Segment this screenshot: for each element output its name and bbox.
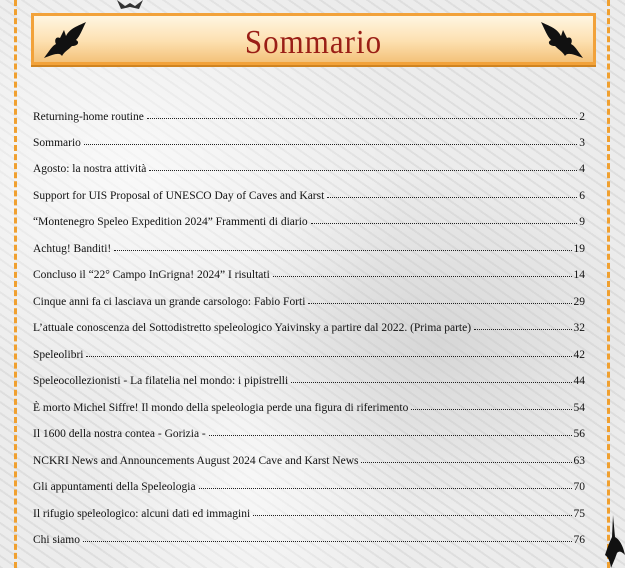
toc-entry-page: 70 [573, 481, 585, 493]
bat-icon [603, 515, 625, 568]
toc-entry-page: 63 [573, 455, 585, 467]
dot-leader [253, 515, 571, 516]
dot-leader [474, 329, 571, 330]
toc-entry-title: Speleolibri [33, 349, 84, 361]
left-dashed-border [14, 0, 17, 568]
toc-entry-page: 32 [573, 322, 585, 334]
toc-entry-page: 19 [573, 243, 585, 255]
dot-leader [86, 356, 571, 357]
toc-entry-page: 3 [579, 137, 585, 149]
toc-entry-page: 56 [573, 428, 585, 440]
toc-entry-title: Concluso il “22° Campo InGrigna! 2024” I risultati [33, 269, 270, 281]
dot-leader [84, 144, 577, 145]
toc-entry-page: 42 [573, 349, 585, 361]
toc-entry[interactable] [33, 131, 585, 149]
toc-entry-title: Il rifugio speleologico: alcuni dati ed immagini [33, 508, 251, 520]
toc-entry-page: 76 [573, 534, 585, 546]
toc-entry[interactable] [33, 316, 585, 334]
toc-entry-page: 9 [579, 216, 585, 228]
toc-entry-title: Achtug! Banditi! [33, 243, 112, 255]
toc-entry[interactable] [33, 263, 585, 281]
toc-entry-page: 4 [579, 163, 585, 175]
dot-leader [291, 382, 571, 383]
dot-leader [411, 409, 571, 410]
toc-entry-page: 14 [573, 269, 585, 281]
toc-entry-title: Chi siamo [33, 534, 80, 546]
toc-entry[interactable] [33, 157, 585, 175]
toc-entry[interactable] [33, 396, 585, 414]
dot-leader [327, 197, 577, 198]
toc-entry[interactable] [33, 369, 585, 387]
dot-leader [308, 303, 571, 304]
toc-entry-title: Returning-home routine [33, 111, 144, 123]
dot-leader [209, 435, 572, 436]
toc-entry-title: L’attuale conoscenza del Sottodistretto speleologico Yaivinsky a partire dal 2022. (Prima parte) [33, 322, 472, 334]
toc-entry-page: 75 [573, 508, 585, 520]
toc-entry[interactable] [33, 184, 585, 202]
dot-leader [199, 488, 572, 489]
toc-entry-title: Cinque anni fa ci lasciava un grande carsologo: Fabio Forti [33, 296, 306, 308]
toc-entry[interactable] [33, 449, 585, 467]
toc-entry[interactable] [33, 502, 585, 520]
toc-entry-title: NCKRI News and Announcements August 2024 Cave and Karst News [33, 455, 359, 467]
toc-entry-title: Il 1600 della nostra contea - Gorizia - [33, 428, 206, 440]
toc-entry[interactable] [33, 210, 585, 228]
dot-leader [83, 541, 572, 542]
toc-entry[interactable] [33, 343, 585, 361]
right-dashed-border [607, 0, 610, 568]
dot-leader [149, 170, 577, 171]
dot-leader [147, 118, 577, 119]
toc-entry-page: 54 [573, 402, 585, 414]
toc-entry-page: 44 [573, 375, 585, 387]
toc-entry[interactable] [33, 105, 585, 123]
toc-entry[interactable] [33, 237, 585, 255]
toc-entry-title: È morto Michel Siffre! Il mondo della speleologia perde una figura di riferimento [33, 402, 409, 414]
toc-entry[interactable] [33, 422, 585, 440]
toc-entry-title: “Montenegro Speleo Expedition 2024” Frammenti di diario [33, 216, 308, 228]
page-title: Sommario [244, 22, 383, 61]
toc-entry[interactable] [33, 290, 585, 308]
dot-leader [114, 250, 571, 251]
toc-entry[interactable] [33, 528, 585, 546]
bat-icon [115, 0, 145, 10]
toc-entry[interactable] [33, 475, 585, 493]
dot-leader [273, 276, 572, 277]
title-banner [31, 13, 596, 65]
toc-entry-title: Gli appuntamenti della Speleologia [33, 481, 196, 493]
toc-entry-page: 29 [573, 296, 585, 308]
bat-icon [533, 20, 585, 60]
dot-leader [361, 462, 571, 463]
toc-entry-page: 2 [579, 111, 585, 123]
toc-entry-title: Speleocollezionisti - La filatelia nel mondo: i pipistrelli [33, 375, 289, 387]
toc-entry-title: Agosto: la nostra attività [33, 163, 147, 175]
toc-entry-title: Support for UIS Proposal of UNESCO Day of Caves and Karst [33, 190, 325, 202]
dot-leader [311, 223, 578, 224]
toc-entry-page: 6 [579, 190, 585, 202]
toc-entry-title: Sommario [33, 137, 81, 149]
